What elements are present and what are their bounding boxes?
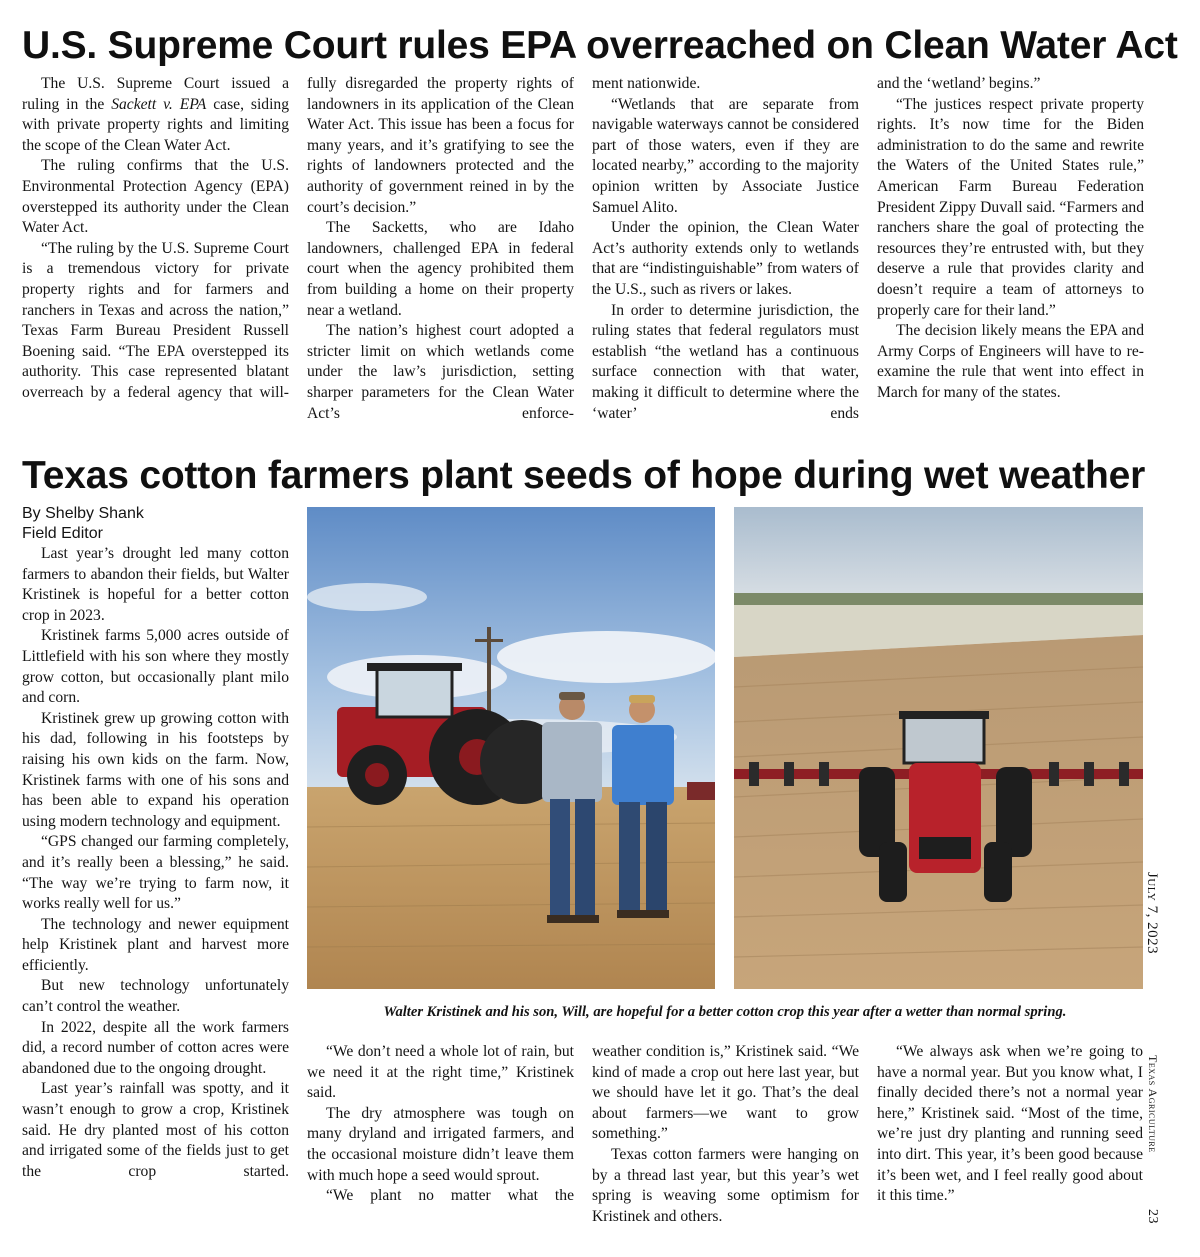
paragraph: In order to determine jurisdiction, the ruling states that federal regulators must establish “the wetland has a continuous surface connection with that water, making it difficult to determine where the ‘water’ ends [592, 301, 859, 422]
article-1-column-1 [22, 74, 289, 404]
paragraph: “Wetlands that are separate from navigable waterways cannot be considered part of those waters, even if they are located nearby,” according to the majority opinion written by Associate Justice Samuel Alito. [592, 95, 859, 216]
paragraph: Kristinek farms 5,000 acres outside of Littlefield with his son where they mostly grow cotton, but occasionally plant milo and corn. [22, 627, 289, 707]
article-2-column-2 [307, 1042, 574, 1207]
byline [22, 504, 289, 544]
paragraph: The U.S. Supreme Court issued a ruling in the Sackett v. EPA case, siding with private property rights and limiting the scope of the Clean Water Act. [22, 75, 290, 154]
issue-date: July 7, 2023 [1144, 872, 1160, 955]
paragraph: In 2022, despite all the work farmers did, a record number of cotton acres were abandoned due to the ongoing drought. [22, 1018, 289, 1077]
article-1-column-3 [592, 74, 859, 424]
article-2-column-3 [592, 1042, 859, 1227]
tractor-planting-aerial-photo [734, 507, 1143, 989]
paragraph: The decision likely means the EPA and Army Corps of Engineers will have to re-examine the rule that went into effect in March for many of the states. [877, 322, 1144, 401]
article-1-column-4 [877, 74, 1144, 404]
paragraph: Kristinek grew up growing cotton with his dad, following in his footsteps by raising his own kids on the farm. Now, Kristinek farms with one of his sons and has been able to expand his operation using modern technology and equipment. [22, 709, 289, 830]
paragraph: fully disregarded the property rights of landowners in its application of the Clean Water Act. This issue has been a focus for many years, and it’s gratifying to see the rights of landowners protected and the authority of government reined in by the court’s decision.” [307, 75, 574, 216]
page-number: 23 [1145, 1209, 1160, 1224]
publication-name: Texas Agriculture [1146, 1055, 1160, 1153]
farmers-portrait-illustration [307, 507, 715, 989]
paragraph: “The justices respect private property rights. It’s now time for the Biden administration to do the same and rewrite the Waters of the United States rule,” American Farm Bureau Federation President Zippy Duvall said. “Farmers and ranchers share the goal of protecting the resources they’re entrusted with, but they deserve a rule that provides clarity and doesn’t require a team of attorneys to properly care for their land.” [877, 95, 1144, 319]
paragraph: and the ‘wetland’ begins.” [877, 75, 1041, 92]
paragraph: The Sacketts, who are Idaho landowners, challenged EPA in federal court when the agency prohibited them from building a home on their property near a wetland. [307, 219, 574, 319]
paragraph: Last year’s drought led many cotton farmers to abandon their fields, but Walter Kristinek is hopeful for a better cotton crop in 2023. [22, 545, 289, 624]
photo-caption: Walter Kristinek and his son, Will, are hopeful for a better cotton crop this year after a wetter than normal spring. [383, 1004, 1067, 1020]
article-2-headline: Texas cotton farmers plant seeds of hope during wet weather [22, 454, 1146, 497]
paragraph: Last year’s rainfall was spotty, and it wasn’t enough to grow a crop, Kristinek said. He dry planted most of his cotton and irrigated some of the fields just to get the crop started. [22, 1080, 289, 1180]
paragraph: “The ruling by the U.S. Supreme Court is a tremendous victory for private property rights and for farmers and ranchers in Texas and across the nation,” Texas Farm Bureau President Russell Boening said. “The EPA overstepped its authority. This case represented blatant overreach by a federal agency that will- [22, 239, 289, 401]
article-1-column-2 [307, 74, 574, 424]
article-1-headline: U.S. Supreme Court rules EPA overreached on Clean Water Act [22, 24, 1178, 67]
paragraph: Texas cotton farmers were hanging on by a thread last year, but this year’s wet spring is weaving some optimism for Kristinek and others. [592, 1145, 859, 1225]
paragraph: But new technology unfortunately can’t control the weather. [22, 977, 289, 1016]
paragraph: “We plant no matter what the [326, 1187, 574, 1205]
paragraph: “We always ask when we’re going to have a normal year. But you know what, I finally decided there’s not a normal year here,” Kristinek said. “Most of the time, we’re just dry planting and running seed into dirt. This year, it’s been good because it’s been wet, and I feel really good about it this time.” [877, 1043, 1143, 1205]
farmers-portrait-photo [307, 507, 715, 989]
paragraph: Under the opinion, the Clean Water Act’s authority extends only to wetlands that are “indistinguishable” from waters of the U.S., such as rivers or lakes. [592, 219, 859, 298]
article-2-column-1 [22, 504, 289, 1182]
paragraph: ment nationwide. [592, 75, 701, 92]
byline-title: Field Editor [22, 525, 103, 542]
paragraph: “GPS changed our farming completely, and it’s really been a blessing,” he said. “The way we’re trying to farm now, it works really well for us.” [22, 833, 289, 913]
byline-name: By Shelby Shank [22, 505, 144, 522]
article-2-column-4 [877, 1042, 1143, 1207]
paragraph: The nation’s highest court adopted a stricter limit on which wetlands come under the law’s jurisdiction, setting sharper parameters for the Clean Water Act’s enforce- [307, 322, 574, 422]
paragraph: The ruling confirms that the U.S. Environmental Protection Agency (EPA) overstepped its authority under the Clean Water Act. [22, 157, 289, 237]
paragraph: weather condition is,” Kristinek said. “We kind of made a crop out here last year, but we should have let it go. That’s the deal about farmers—we want to grow something.” [592, 1043, 859, 1143]
paragraph: The technology and newer equipment help Kristinek plant and harvest more efficiently. [22, 915, 289, 974]
paragraph: The dry atmosphere was tough on many dryland and irrigated farmers, and the occasional moisture didn’t leave them with much hope a seed would sprout. [307, 1104, 574, 1184]
paragraph: “We don’t need a whole lot of rain, but we need it at the right time,” Kristinek said. [307, 1043, 574, 1102]
tractor-planting-illustration [734, 507, 1143, 989]
